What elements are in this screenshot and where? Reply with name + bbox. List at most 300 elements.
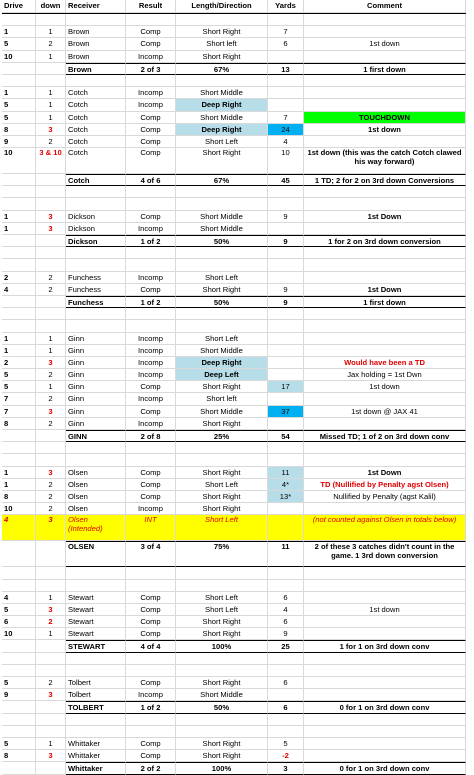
- receiver-cell[interactable]: Ginn: [66, 418, 126, 430]
- down-cell[interactable]: 3 & 10: [36, 148, 66, 174]
- empty-cell[interactable]: [36, 701, 66, 713]
- drive-cell[interactable]: 5: [2, 99, 36, 111]
- empty-cell[interactable]: [268, 567, 304, 579]
- down-cell[interactable]: 3: [36, 124, 66, 136]
- empty-cell[interactable]: [66, 567, 126, 579]
- empty-cell[interactable]: [304, 653, 466, 665]
- drive-cell[interactable]: 4: [2, 515, 36, 541]
- comment-cell[interactable]: 1st Down: [304, 467, 466, 479]
- summary-pct[interactable]: 50%: [176, 235, 268, 247]
- comment-cell[interactable]: [304, 616, 466, 628]
- receiver-cell[interactable]: Ginn: [66, 406, 126, 418]
- comment-cell[interactable]: 1st down: [304, 604, 466, 616]
- summary-comment[interactable]: 0 for 1 on 3rd down conv: [304, 701, 466, 713]
- drive-cell[interactable]: 5: [2, 369, 36, 381]
- yards-cell[interactable]: 5: [268, 738, 304, 750]
- length-cell[interactable]: Deep Right: [176, 99, 268, 111]
- empty-cell[interactable]: [66, 714, 126, 726]
- empty-cell[interactable]: [304, 580, 466, 592]
- receiver-cell[interactable]: Stewart: [66, 604, 126, 616]
- header-drive[interactable]: Drive: [2, 0, 36, 13]
- receiver-cell[interactable]: Tolbert: [66, 677, 126, 689]
- comment-cell[interactable]: [304, 418, 466, 430]
- summary-yards[interactable]: 25: [268, 640, 304, 652]
- comment-cell[interactable]: 1st down: [304, 381, 466, 393]
- empty-cell[interactable]: [2, 726, 36, 738]
- empty-cell[interactable]: [268, 653, 304, 665]
- drive-cell[interactable]: 1: [2, 345, 36, 357]
- receiver-cell[interactable]: Cotch: [66, 136, 126, 148]
- comment-cell[interactable]: TOUCHDOWN: [304, 112, 466, 124]
- receiver-cell[interactable]: Olsen: [66, 491, 126, 503]
- length-cell[interactable]: Short Left: [176, 479, 268, 491]
- yards-cell[interactable]: [268, 51, 304, 63]
- empty-cell[interactable]: [36, 430, 66, 442]
- yards-cell[interactable]: [268, 418, 304, 430]
- empty-cell[interactable]: [126, 653, 176, 665]
- result-cell[interactable]: Comp: [126, 491, 176, 503]
- length-cell[interactable]: Short Right: [176, 750, 268, 762]
- empty-cell[interactable]: [66, 308, 126, 320]
- receiver-cell[interactable]: Dickson: [66, 223, 126, 235]
- empty-cell[interactable]: [304, 320, 466, 332]
- comment-cell[interactable]: [304, 677, 466, 689]
- result-cell[interactable]: Comp: [126, 616, 176, 628]
- result-cell[interactable]: Incomp: [126, 369, 176, 381]
- receiver-cell[interactable]: Cotch: [66, 99, 126, 111]
- yards-cell[interactable]: 10: [268, 148, 304, 174]
- receiver-cell[interactable]: Dickson: [66, 211, 126, 223]
- comment-cell[interactable]: [304, 333, 466, 345]
- down-cell[interactable]: 2: [36, 677, 66, 689]
- down-cell[interactable]: 1: [36, 112, 66, 124]
- drive-cell[interactable]: 10: [2, 51, 36, 63]
- empty-cell[interactable]: [176, 75, 268, 87]
- empty-cell[interactable]: [176, 653, 268, 665]
- empty-cell[interactable]: [304, 14, 466, 26]
- empty-cell[interactable]: [66, 580, 126, 592]
- down-cell[interactable]: 1: [36, 87, 66, 99]
- empty-cell[interactable]: [268, 442, 304, 454]
- empty-cell[interactable]: [126, 665, 176, 677]
- empty-cell[interactable]: [2, 567, 36, 579]
- empty-cell[interactable]: [36, 320, 66, 332]
- result-cell[interactable]: Incomp: [126, 99, 176, 111]
- length-cell[interactable]: Short Right: [176, 616, 268, 628]
- length-cell[interactable]: Short Middle: [176, 223, 268, 235]
- drive-cell[interactable]: 2: [2, 272, 36, 284]
- yards-cell[interactable]: 4*: [268, 479, 304, 491]
- down-cell[interactable]: 2: [36, 136, 66, 148]
- down-cell[interactable]: 2: [36, 418, 66, 430]
- result-cell[interactable]: Incomp: [126, 345, 176, 357]
- down-cell[interactable]: 3: [36, 211, 66, 223]
- length-cell[interactable]: Short Left: [176, 333, 268, 345]
- comment-cell[interactable]: [304, 689, 466, 701]
- yards-cell[interactable]: 24: [268, 124, 304, 136]
- summary-yards[interactable]: 11: [268, 541, 304, 567]
- empty-cell[interactable]: [66, 454, 126, 466]
- empty-cell[interactable]: [36, 640, 66, 652]
- summary-receiver[interactable]: Brown: [66, 63, 126, 75]
- drive-cell[interactable]: 5: [2, 112, 36, 124]
- comment-cell[interactable]: 1st down @ JAX 41: [304, 406, 466, 418]
- down-cell[interactable]: 1: [36, 99, 66, 111]
- yards-cell[interactable]: 4: [268, 604, 304, 616]
- result-cell[interactable]: Comp: [126, 467, 176, 479]
- comment-cell[interactable]: [304, 503, 466, 515]
- empty-cell[interactable]: [304, 247, 466, 259]
- yards-cell[interactable]: 9: [268, 628, 304, 640]
- empty-cell[interactable]: [126, 454, 176, 466]
- empty-cell[interactable]: [66, 259, 126, 271]
- empty-cell[interactable]: [36, 541, 66, 567]
- length-cell[interactable]: Short Middle: [176, 211, 268, 223]
- empty-cell[interactable]: [2, 701, 36, 713]
- drive-cell[interactable]: 1: [2, 223, 36, 235]
- empty-cell[interactable]: [304, 726, 466, 738]
- drive-cell[interactable]: 8: [2, 750, 36, 762]
- summary-pct[interactable]: 100%: [176, 762, 268, 774]
- result-cell[interactable]: Comp: [126, 112, 176, 124]
- result-cell[interactable]: Incomp: [126, 272, 176, 284]
- empty-cell[interactable]: [176, 247, 268, 259]
- empty-cell[interactable]: [126, 726, 176, 738]
- length-cell[interactable]: Short Right: [176, 381, 268, 393]
- down-cell[interactable]: 1: [36, 738, 66, 750]
- summary-completions[interactable]: 3 of 4: [126, 541, 176, 567]
- comment-cell[interactable]: 1st Down: [304, 284, 466, 296]
- empty-cell[interactable]: [2, 247, 36, 259]
- header-receiver[interactable]: Receiver: [66, 0, 126, 13]
- empty-cell[interactable]: [176, 454, 268, 466]
- yards-cell[interactable]: [268, 357, 304, 369]
- summary-yards[interactable]: 54: [268, 430, 304, 442]
- yards-cell[interactable]: [268, 393, 304, 405]
- comment-cell[interactable]: (not counted against Olsen in totals below): [304, 515, 466, 541]
- yards-cell[interactable]: 6: [268, 38, 304, 50]
- empty-cell[interactable]: [2, 580, 36, 592]
- summary-pct[interactable]: 50%: [176, 701, 268, 713]
- empty-cell[interactable]: [126, 259, 176, 271]
- result-cell[interactable]: Comp: [126, 148, 176, 174]
- comment-cell[interactable]: 1st down (this was the catch Cotch clawed his way forward): [304, 148, 466, 174]
- empty-cell[interactable]: [2, 198, 36, 210]
- summary-receiver[interactable]: Cotch: [66, 174, 126, 186]
- length-cell[interactable]: Short Middle: [176, 689, 268, 701]
- summary-comment[interactable]: 2 of these 3 catches didn't count in the game. 1 3rd down conversion: [304, 541, 466, 567]
- summary-completions[interactable]: 1 of 2: [126, 235, 176, 247]
- receiver-cell[interactable]: Brown: [66, 26, 126, 38]
- empty-cell[interactable]: [126, 580, 176, 592]
- empty-cell[interactable]: [66, 442, 126, 454]
- summary-pct[interactable]: 67%: [176, 174, 268, 186]
- summary-completions[interactable]: 4 of 4: [126, 640, 176, 652]
- empty-cell[interactable]: [36, 454, 66, 466]
- empty-cell[interactable]: [36, 442, 66, 454]
- yards-cell[interactable]: [268, 345, 304, 357]
- comment-cell[interactable]: [304, 136, 466, 148]
- empty-cell[interactable]: [176, 567, 268, 579]
- empty-cell[interactable]: [126, 320, 176, 332]
- header-length[interactable]: Length/Direction: [176, 0, 268, 13]
- empty-cell[interactable]: [36, 308, 66, 320]
- receiver-cell[interactable]: Stewart: [66, 628, 126, 640]
- drive-cell[interactable]: 1: [2, 467, 36, 479]
- length-cell[interactable]: Short Right: [176, 738, 268, 750]
- empty-cell[interactable]: [176, 186, 268, 198]
- down-cell[interactable]: 1: [36, 628, 66, 640]
- empty-cell[interactable]: [66, 14, 126, 26]
- drive-cell[interactable]: 9: [2, 136, 36, 148]
- yards-cell[interactable]: [268, 503, 304, 515]
- empty-cell[interactable]: [2, 14, 36, 26]
- empty-cell[interactable]: [126, 714, 176, 726]
- empty-cell[interactable]: [268, 714, 304, 726]
- yards-cell[interactable]: -2: [268, 750, 304, 762]
- yards-cell[interactable]: [268, 272, 304, 284]
- empty-cell[interactable]: [36, 726, 66, 738]
- down-cell[interactable]: 1: [36, 26, 66, 38]
- result-cell[interactable]: Comp: [126, 750, 176, 762]
- comment-cell[interactable]: [304, 26, 466, 38]
- length-cell[interactable]: Deep Left: [176, 369, 268, 381]
- result-cell[interactable]: Comp: [126, 604, 176, 616]
- empty-cell[interactable]: [2, 75, 36, 87]
- empty-cell[interactable]: [268, 454, 304, 466]
- empty-cell[interactable]: [268, 308, 304, 320]
- summary-receiver[interactable]: GINN: [66, 430, 126, 442]
- empty-cell[interactable]: [126, 186, 176, 198]
- summary-comment[interactable]: 0 for 1 on 3rd down conv: [304, 762, 466, 774]
- drive-cell[interactable]: 5: [2, 677, 36, 689]
- drive-cell[interactable]: 7: [2, 393, 36, 405]
- length-cell[interactable]: Short Right: [176, 51, 268, 63]
- summary-completions[interactable]: 2 of 2: [126, 762, 176, 774]
- length-cell[interactable]: Short Left: [176, 136, 268, 148]
- drive-cell[interactable]: 2: [2, 357, 36, 369]
- summary-receiver[interactable]: Funchess: [66, 296, 126, 308]
- length-cell[interactable]: Short Right: [176, 503, 268, 515]
- empty-cell[interactable]: [304, 665, 466, 677]
- yards-cell[interactable]: 11: [268, 467, 304, 479]
- summary-yards[interactable]: 6: [268, 701, 304, 713]
- length-cell[interactable]: Short Right: [176, 467, 268, 479]
- receiver-cell[interactable]: Brown: [66, 51, 126, 63]
- receiver-cell[interactable]: Ginn: [66, 393, 126, 405]
- receiver-cell[interactable]: Stewart: [66, 592, 126, 604]
- empty-cell[interactable]: [176, 308, 268, 320]
- yards-cell[interactable]: 17: [268, 381, 304, 393]
- empty-cell[interactable]: [304, 186, 466, 198]
- drive-cell[interactable]: 7: [2, 406, 36, 418]
- down-cell[interactable]: 1: [36, 592, 66, 604]
- summary-yards[interactable]: 45: [268, 174, 304, 186]
- down-cell[interactable]: 2: [36, 369, 66, 381]
- empty-cell[interactable]: [2, 541, 36, 567]
- empty-cell[interactable]: [2, 186, 36, 198]
- empty-cell[interactable]: [36, 714, 66, 726]
- result-cell[interactable]: Comp: [126, 136, 176, 148]
- empty-cell[interactable]: [66, 247, 126, 259]
- comment-cell[interactable]: Would have been a TD: [304, 357, 466, 369]
- receiver-cell[interactable]: Cotch: [66, 112, 126, 124]
- drive-cell[interactable]: 6: [2, 616, 36, 628]
- down-cell[interactable]: 2: [36, 272, 66, 284]
- empty-cell[interactable]: [268, 320, 304, 332]
- comment-cell[interactable]: [304, 272, 466, 284]
- drive-cell[interactable]: 1: [2, 479, 36, 491]
- yards-cell[interactable]: 6: [268, 616, 304, 628]
- empty-cell[interactable]: [2, 308, 36, 320]
- length-cell[interactable]: Short Right: [176, 677, 268, 689]
- yards-cell[interactable]: [268, 333, 304, 345]
- empty-cell[interactable]: [36, 186, 66, 198]
- yards-cell[interactable]: [268, 223, 304, 235]
- empty-cell[interactable]: [2, 653, 36, 665]
- receiver-cell[interactable]: Olsen: [66, 467, 126, 479]
- length-cell[interactable]: Short Right: [176, 148, 268, 174]
- yards-cell[interactable]: [268, 515, 304, 541]
- empty-cell[interactable]: [36, 665, 66, 677]
- receiver-cell[interactable]: Stewart: [66, 616, 126, 628]
- summary-comment[interactable]: 1 first down: [304, 296, 466, 308]
- yards-cell[interactable]: [268, 369, 304, 381]
- summary-comment[interactable]: Missed TD; 1 of 2 on 3rd down conv: [304, 430, 466, 442]
- length-cell[interactable]: Short left: [176, 38, 268, 50]
- empty-cell[interactable]: [304, 308, 466, 320]
- result-cell[interactable]: Comp: [126, 381, 176, 393]
- empty-cell[interactable]: [304, 714, 466, 726]
- empty-cell[interactable]: [268, 726, 304, 738]
- receiver-cell[interactable]: Brown: [66, 38, 126, 50]
- empty-cell[interactable]: [66, 665, 126, 677]
- yards-cell[interactable]: 37: [268, 406, 304, 418]
- empty-cell[interactable]: [36, 63, 66, 75]
- summary-receiver[interactable]: TOLBERT: [66, 701, 126, 713]
- drive-cell[interactable]: 1: [2, 87, 36, 99]
- length-cell[interactable]: Short Right: [176, 628, 268, 640]
- result-cell[interactable]: Incomp: [126, 503, 176, 515]
- result-cell[interactable]: Comp: [126, 677, 176, 689]
- down-cell[interactable]: 2: [36, 479, 66, 491]
- comment-cell[interactable]: [304, 628, 466, 640]
- receiver-cell[interactable]: Ginn: [66, 333, 126, 345]
- summary-completions[interactable]: 1 of 2: [126, 296, 176, 308]
- empty-cell[interactable]: [268, 14, 304, 26]
- empty-cell[interactable]: [36, 653, 66, 665]
- result-cell[interactable]: Comp: [126, 26, 176, 38]
- result-cell[interactable]: Comp: [126, 38, 176, 50]
- comment-cell[interactable]: [304, 223, 466, 235]
- result-cell[interactable]: Incomp: [126, 51, 176, 63]
- result-cell[interactable]: Comp: [126, 738, 176, 750]
- empty-cell[interactable]: [268, 198, 304, 210]
- empty-cell[interactable]: [126, 567, 176, 579]
- down-cell[interactable]: 1: [36, 333, 66, 345]
- result-cell[interactable]: Comp: [126, 124, 176, 136]
- length-cell[interactable]: Deep Right: [176, 124, 268, 136]
- empty-cell[interactable]: [2, 665, 36, 677]
- empty-cell[interactable]: [126, 247, 176, 259]
- result-cell[interactable]: Incomp: [126, 689, 176, 701]
- empty-cell[interactable]: [36, 14, 66, 26]
- empty-cell[interactable]: [176, 665, 268, 677]
- drive-cell[interactable]: 10: [2, 628, 36, 640]
- summary-completions[interactable]: 2 of 8: [126, 430, 176, 442]
- comment-cell[interactable]: [304, 87, 466, 99]
- empty-cell[interactable]: [36, 296, 66, 308]
- down-cell[interactable]: 2: [36, 491, 66, 503]
- summary-completions[interactable]: 2 of 3: [126, 63, 176, 75]
- result-cell[interactable]: Incomp: [126, 223, 176, 235]
- length-cell[interactable]: Short Right: [176, 26, 268, 38]
- yards-cell[interactable]: 7: [268, 26, 304, 38]
- comment-cell[interactable]: [304, 99, 466, 111]
- empty-cell[interactable]: [36, 762, 66, 774]
- empty-cell[interactable]: [304, 442, 466, 454]
- empty-cell[interactable]: [268, 75, 304, 87]
- down-cell[interactable]: 3: [36, 750, 66, 762]
- yards-cell[interactable]: [268, 87, 304, 99]
- empty-cell[interactable]: [66, 320, 126, 332]
- yards-cell[interactable]: 6: [268, 677, 304, 689]
- empty-cell[interactable]: [2, 430, 36, 442]
- down-cell[interactable]: 3: [36, 467, 66, 479]
- drive-cell[interactable]: 10: [2, 503, 36, 515]
- result-cell[interactable]: Incomp: [126, 333, 176, 345]
- summary-pct[interactable]: 75%: [176, 541, 268, 567]
- comment-cell[interactable]: 1st down: [304, 124, 466, 136]
- yards-cell[interactable]: 6: [268, 592, 304, 604]
- drive-cell[interactable]: 1: [2, 26, 36, 38]
- receiver-cell[interactable]: Whittaker: [66, 750, 126, 762]
- down-cell[interactable]: 2: [36, 38, 66, 50]
- down-cell[interactable]: 3: [36, 357, 66, 369]
- header-down[interactable]: down: [36, 0, 66, 13]
- summary-yards[interactable]: 9: [268, 235, 304, 247]
- receiver-cell[interactable]: Olsen (Intended): [66, 515, 126, 541]
- length-cell[interactable]: Short Left: [176, 272, 268, 284]
- comment-cell[interactable]: Nullified by Penalty (agst Kalil): [304, 491, 466, 503]
- summary-yards[interactable]: 3: [268, 762, 304, 774]
- empty-cell[interactable]: [176, 320, 268, 332]
- yards-cell[interactable]: 7: [268, 112, 304, 124]
- length-cell[interactable]: Short Middle: [176, 112, 268, 124]
- result-cell[interactable]: INT: [126, 515, 176, 541]
- length-cell[interactable]: Short Left: [176, 515, 268, 541]
- empty-cell[interactable]: [176, 442, 268, 454]
- comment-cell[interactable]: [304, 51, 466, 63]
- empty-cell[interactable]: [36, 198, 66, 210]
- summary-yards[interactable]: 13: [268, 63, 304, 75]
- empty-cell[interactable]: [304, 454, 466, 466]
- comment-cell[interactable]: [304, 393, 466, 405]
- empty-cell[interactable]: [126, 308, 176, 320]
- summary-pct[interactable]: 100%: [176, 640, 268, 652]
- receiver-cell[interactable]: Funchess: [66, 272, 126, 284]
- empty-cell[interactable]: [268, 580, 304, 592]
- comment-cell[interactable]: TD (Nullified by Penalty agst Olsen): [304, 479, 466, 491]
- result-cell[interactable]: Comp: [126, 592, 176, 604]
- empty-cell[interactable]: [176, 198, 268, 210]
- header-comment[interactable]: Comment: [304, 0, 466, 13]
- drive-cell[interactable]: 8: [2, 124, 36, 136]
- yards-cell[interactable]: 9: [268, 284, 304, 296]
- length-cell[interactable]: Short Middle: [176, 406, 268, 418]
- comment-cell[interactable]: [304, 750, 466, 762]
- summary-completions[interactable]: 4 of 6: [126, 174, 176, 186]
